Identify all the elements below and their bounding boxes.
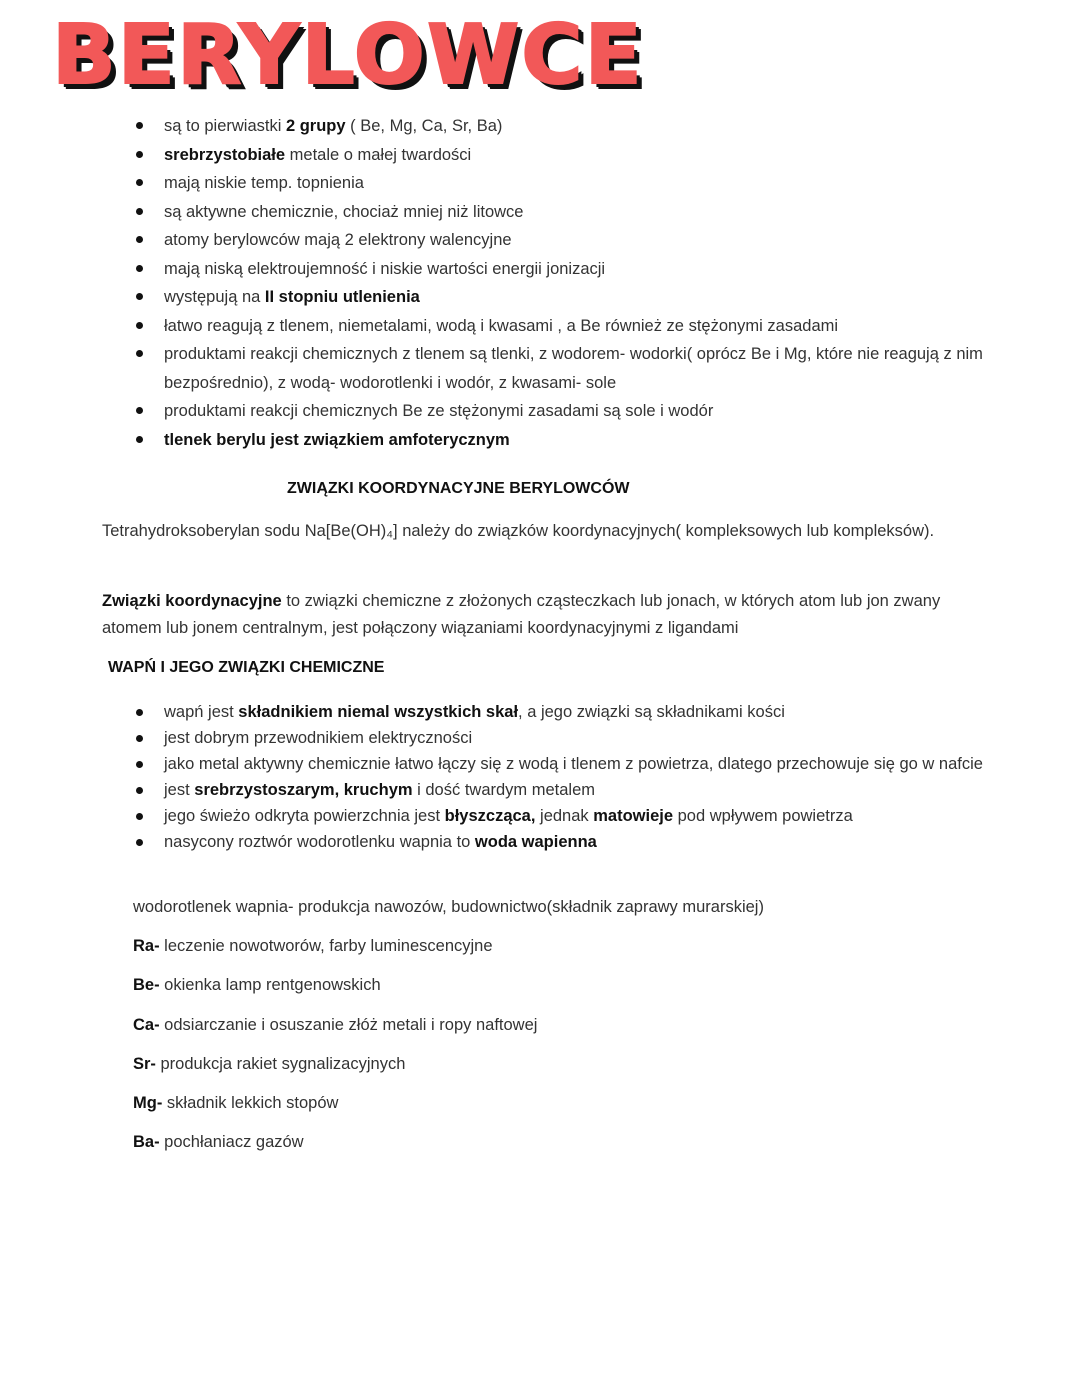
term: Związki koordynacyjne <box>102 592 282 610</box>
text: produktami reakcji chemicznych Be ze stężonymi zasadami są sole i wodór <box>164 402 714 420</box>
list-item <box>136 803 1016 829</box>
text: mają niskie temp. topnienia <box>164 174 364 192</box>
text: jednak <box>535 807 594 825</box>
list-item <box>136 751 1016 777</box>
text: produktami reakcji chemicznych z tlenem są tlenki, z wodorem- wodorki( oprócz Be i Mg, które nie reagują z nim bezpośrednio), z wodą- wodorotlenki i wodór, z kwasami- sole <box>164 345 983 392</box>
use-line <box>133 927 764 966</box>
definition-text: to związki chemiczne z złożonych cząsteczkach lub jonach, w których atom lub jon zwany atomem lub jonem centralnym, jest połączony wiązaniami koordynacyjnymi z ligandami <box>102 592 941 637</box>
text: jego świeżo odkryta powierzchnia jest <box>164 807 445 825</box>
paragraph-definition <box>102 588 982 642</box>
bold-text: Sr- <box>133 1054 156 1073</box>
text: są to pierwiastki <box>164 117 286 135</box>
text: jest dobrym przewodnikiem elektryczności <box>164 729 473 747</box>
bold-text: Ra- <box>133 937 160 956</box>
list-item <box>136 283 1016 312</box>
bold-text: Be- <box>133 976 160 995</box>
text: są aktywne chemicznie, chociaż mniej niż litowce <box>164 202 524 221</box>
use-line <box>133 1123 764 1162</box>
text: atomy berylowców mają 2 elektrony walencyjne <box>164 231 512 249</box>
list-item <box>136 777 1016 803</box>
list-item <box>136 426 1016 455</box>
properties-list <box>136 112 1016 454</box>
list-item <box>136 340 1016 397</box>
list-item <box>136 699 1016 725</box>
bold-text: 2 grupy <box>285 117 346 135</box>
text: wapń jest <box>164 703 239 721</box>
bold-text: matowieje <box>593 807 674 825</box>
list-item <box>136 198 1016 227</box>
bold-text: tlenek berylu jest związkiem amfoterycznym <box>164 430 510 449</box>
text: mają niską elektroujemność i niskie wartości energii jonizacji <box>164 259 606 278</box>
list-item <box>136 725 1016 751</box>
bold-text: błyszcząca, <box>444 807 536 825</box>
section-heading-calcium: WAPŃ I JEGO ZWIĄZKI CHEMICZNE <box>108 659 385 676</box>
text: okienka lamp rentgenowskich <box>159 976 381 995</box>
text: pod wpływem powietrza <box>673 807 853 825</box>
text: ( Be, Mg, Ca, Sr, Ba) <box>345 117 503 135</box>
list-item <box>136 141 1016 170</box>
text: pochłaniacz gazów <box>159 1133 304 1152</box>
bold-text: Ca- <box>133 1015 160 1034</box>
text: występują na <box>164 288 265 306</box>
text: leczenie nowotworów, farby luminescencyjne <box>159 937 493 956</box>
bold-text: składnikiem niemal wszystkich skał <box>238 703 519 721</box>
list-item <box>136 397 1016 426</box>
use-line <box>133 966 764 1005</box>
bold-text: II stopniu utlenienia <box>264 288 420 306</box>
text: odsiarczanie i osuszanie złóż metali i ropy naftowej <box>159 1015 538 1034</box>
text: składnik lekkich stopów <box>162 1094 339 1113</box>
bold-text: srebrzystoszarym, kruchym <box>194 781 413 799</box>
section-heading-coordination: ZWIĄZKI KOORDYNACYJNE BERYLOWCÓW <box>287 480 630 497</box>
text: , a jego związki są składnikami kości <box>518 703 785 721</box>
list-item <box>136 169 1016 198</box>
text: i dość twardym metalem <box>412 781 596 799</box>
text: łatwo reagują z tlenem, niemetalami, wodą i kwasami , a Be również ze stężonymi zasadami <box>164 316 839 335</box>
page-title: BERYLOWCE <box>52 8 644 103</box>
use-line <box>133 1084 764 1123</box>
uses-list <box>133 888 764 1162</box>
list-item <box>136 255 1016 284</box>
use-line <box>133 888 764 927</box>
bold-text: woda wapienna <box>474 833 597 851</box>
bold-text: Mg- <box>133 1094 163 1113</box>
calcium-list <box>136 699 1016 855</box>
paragraph-tetrahydroksoberylan: Tetrahydroksoberylan sodu Na[Be(OH)₄] należy do związków koordynacyjnych( kompleksowych lub kompleksów). <box>102 522 935 540</box>
list-item <box>136 829 1016 855</box>
list-item <box>136 112 1016 141</box>
text: jest <box>164 781 195 799</box>
use-line <box>133 1006 764 1045</box>
bold-text: Ba- <box>133 1133 160 1152</box>
list-item <box>136 312 1016 341</box>
text: produkcja rakiet sygnalizacyjnych <box>155 1054 406 1073</box>
text: nasycony roztwór wodorotlenku wapnia to <box>164 833 475 851</box>
use-line <box>133 1045 764 1084</box>
list-item <box>136 226 1016 255</box>
text: jako metal aktywny chemicznie łatwo łączy się z wodą i tlenem z powietrza, dlatego przechowuje się go w nafcie <box>164 755 983 773</box>
text: metale o małej twardości <box>285 145 472 164</box>
bold-text: srebrzystobiałe <box>164 145 286 164</box>
text: wodorotlenek wapnia- produkcja nawozów, budownictwo(składnik zaprawy murarskiej) <box>133 898 764 916</box>
